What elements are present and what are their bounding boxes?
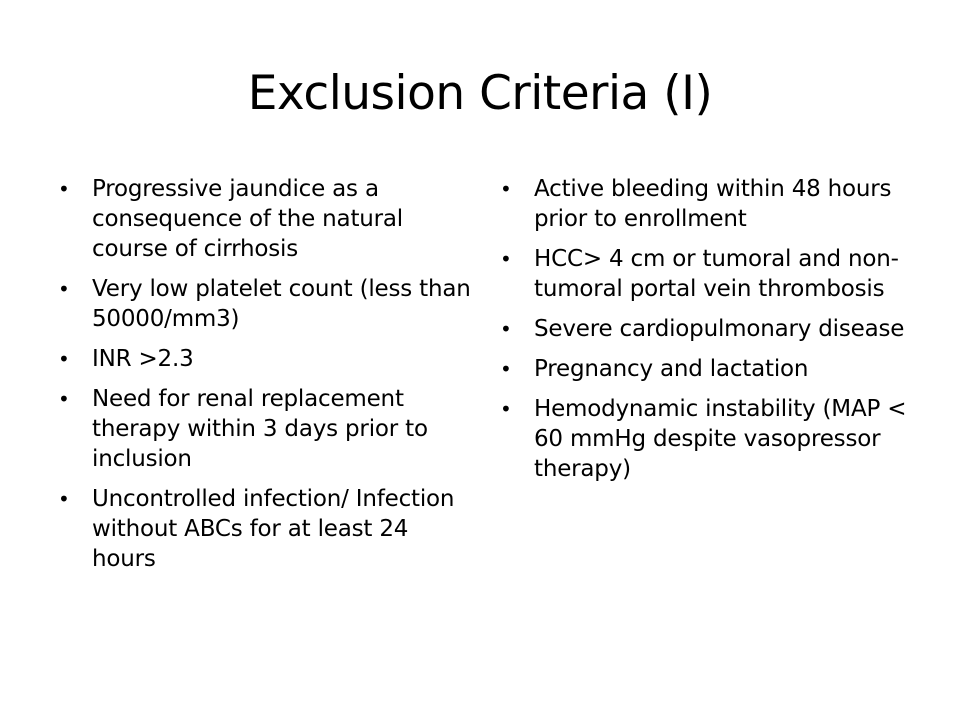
list-item-text: Need for renal replacement therapy within 3 days prior to inclusion [92,386,428,472]
list-item-text: Hemodynamic instability (MAP < 60 mmHg despite vasopressor therapy) [534,396,907,482]
list-item [500,174,930,234]
bullet-icon: • [500,247,512,271]
bullet-icon: • [58,177,70,201]
list-item-text: INR >2.3 [92,346,194,372]
bullet-icon: • [58,277,70,301]
bullet-icon: • [58,487,70,511]
bullet-icon: • [58,347,70,371]
bullet-icon: • [500,397,512,421]
list-item-text: Severe cardiopulmonary disease [534,316,905,342]
list-item [58,174,478,264]
list-item [58,484,478,574]
bullet-icon: • [58,387,70,411]
list-item-text: HCC> 4 cm or tumoral and non-tumoral portal vein thrombosis [534,246,899,302]
list-item-text: Pregnancy and lactation [534,356,809,382]
bullet-icon: • [500,357,512,381]
list-item-text: Progressive jaundice as a consequence of the natural course of cirrhosis [92,176,403,262]
list-item-text: Active bleeding within 48 hours prior to enrollment [534,176,892,232]
right-bullet-list [500,174,930,494]
bullet-icon: • [500,177,512,201]
list-item [500,244,930,304]
list-item [58,384,478,474]
list-item [500,314,930,344]
list-item [58,344,478,374]
list-item [500,354,930,384]
list-item [500,394,930,484]
list-item [58,274,478,334]
left-bullet-list [58,174,478,584]
slide-title: Exclusion Criteria (I) [247,66,713,121]
bullet-icon: • [500,317,512,341]
list-item-text: Uncontrolled infection/ Infection without ABCs for at least 24 hours [92,486,455,572]
list-item-text: Very low platelet count (less than 50000/mm3) [92,276,471,332]
